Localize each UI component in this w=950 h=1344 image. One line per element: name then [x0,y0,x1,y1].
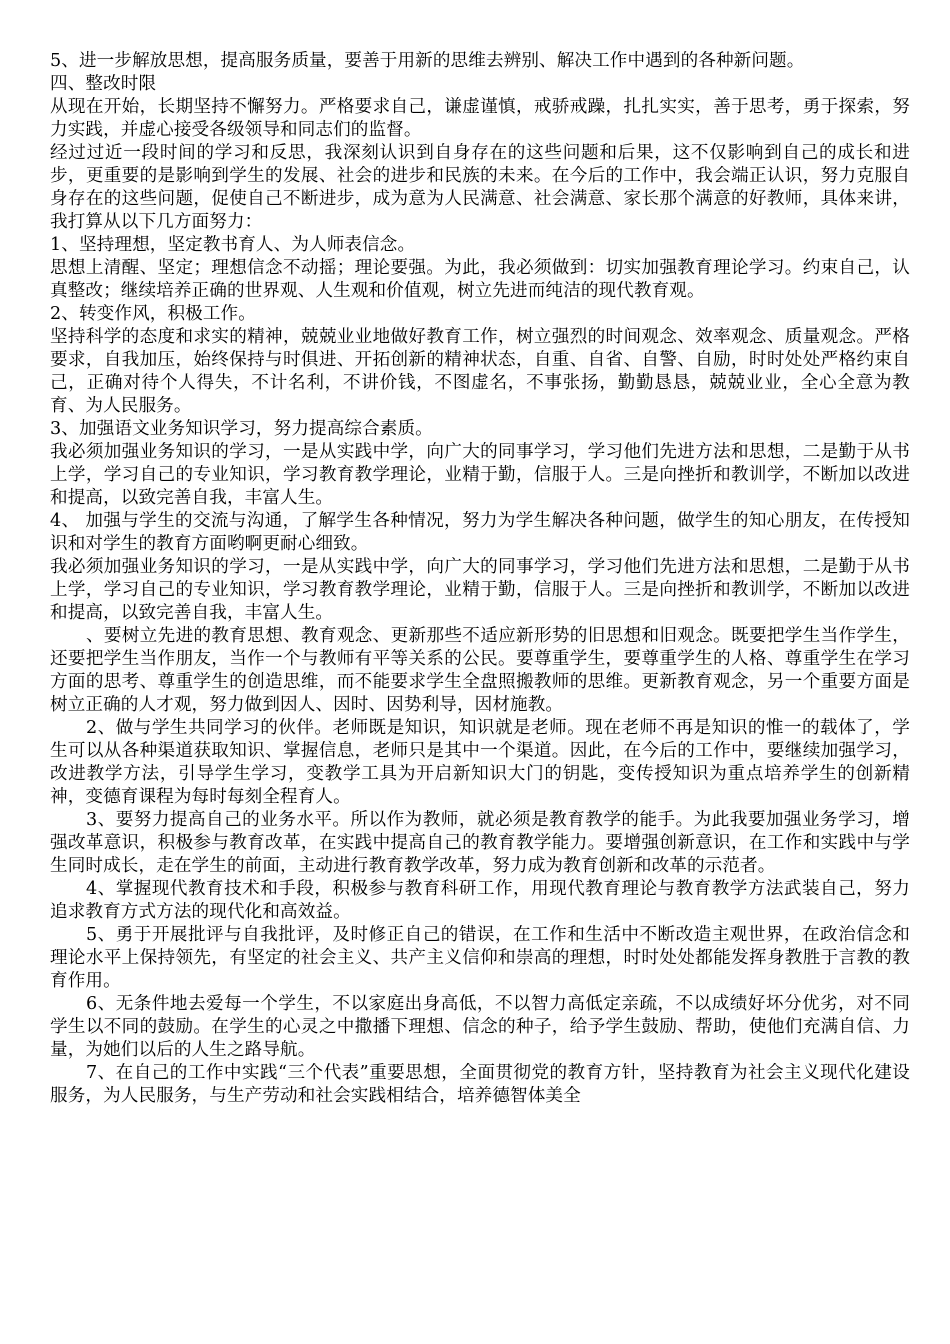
list-heading-3: 3、加强语文业务知识学习，努力提高综合素质。 [50,419,433,439]
list-heading-2: 2、转变作风，积极工作。 [50,304,256,324]
paragraph-plan-2: 2、做与学生共同学习的伙伴。老师既是知识，知识就是老师。现在老师不再是知识的惟一的载体了，学生可以从各种渠道获取知识、掌握信息，老师只是其中一个渠道。因此，在今后的工作中，要继续加强学习，改进教学方法，引导学生学习，变教学工具为开启新知识大门的钥匙，变传授知识为重点培养学生的创新精神，变德育课程为每时每刻全程育人。 [50,718,910,807]
paragraph-deadline-text: 从现在开始，长期坚持不懈努力。严格要求自己，谦虚谨慎，戒骄戒躁，扎扎实实，善于思考，勇于探索，努力实践，并虚心接受各级领导和同志们的监督。 [50,97,910,140]
paragraph-study-1: 我必须加强业务知识的学习，一是从实践中学，向广大的同事学习，学习他们先进方法和思想，二是勤于从书上学，学习自己的专业知识，学习教育教学理论，业精于勤，信服于人。三是向挫折和教训学，不断加以改进和提高，以致完善自我，丰富人生。 [50,442,910,508]
paragraph-plan-4: 4、掌握现代教育技术和手段，积极参与教育科研工作，用现代教育理论与教育教学方法武装自己，努力追求教育方式方法的现代化和高效益。 [50,879,910,922]
paragraph-item-5: 5、进一步解放思想，提高服务质量，要善于用新的思维去辨别、解决工作中遇到的各种新问题。 [50,51,805,71]
paragraph-plan-7: 7、在自己的工作中实践“三个代表”重要思想，全面贯彻党的教育方针，坚持教育为社会主义现代化建设服务，为人民服务，与生产劳动和社会实践相结合，培养德智体美全 [50,1063,910,1106]
paragraph-plan-5: 5、勇于开展批评与自我批评，及时修正自己的错误，在工作和生活中不断改造主观世界，在政治信念和理论水平上保持领先，有坚定的社会主义、共产主义信仰和崇高的理想，时时处处都能发挥身教胜于言教的教育作用。 [50,925,910,991]
paragraph-plan-6: 6、无条件地去爱每一个学生，不以家庭出身高低，不以智力高低定亲疏，不以成绩好坏分优劣，对不同学生以不同的鼓励。在学生的心灵之中撒播下理想、信念的种子，给予学生鼓励、帮助，使他们充满自信、力量，为她们以后的人生之路导航。 [50,994,910,1060]
list-heading-4: 4、 加强与学生的交流与沟通，了解学生各种情况，努力为学生解决各种问题，做学生的知心朋友，在传授知识和对学生的教育方面哟啊更耐心细致。 [50,511,910,554]
paragraph-study-2: 我必须加强业务知识的学习，一是从实践中学，向广大的同事学习，学习他们先进方法和思想，二是勤于从书上学，学习自己的专业知识，学习教育教学理论，业精于勤，信服于人。三是向挫折和教训学，不断加以改进和提高，以致完善自我，丰富人生。 [50,557,910,623]
list-heading-1: 1、坚持理想，坚定教书育人、为人师表信念。 [50,235,416,255]
paragraph-ideals: 思想上清醒、坚定；理想信念不动摇；理论要强。为此，我必须做到：切实加强教育理论学习。约束自己，认真整改；继续培养正确的世界观、人生观和价值观，树立先进而纯洁的现代教育观。 [50,258,910,301]
document-body [50,50,910,1108]
section-heading-deadline: 四、整改时限 [50,74,157,94]
paragraph-work-style: 坚持科学的态度和求实的精神，兢兢业业地做好教育工作，树立强烈的时间观念、效率观念、质量观念。严格要求，自我加压，始终保持与时俱进、开拓创新的精神状态，自重、自省、自警、自励，时时处处严格约束自己，正确对待个人得失，不计名利，不讲价钱，不图虚名，不事张扬，勤勤恳恳，兢兢业业，全心全意为教育、为人民服务。 [50,327,910,416]
paragraph-reflection: 经过过近一段时间的学习和反思，我深刻认识到自身存在的这些问题和后果，这不仅影响到自己的成长和进步，更重要的是影响到学生的发展、社会的进步和民族的未来。在今后的工作中，我会端正认识，努力克服自身存在的这些问题，促使自己不断进步，成为意为人民满意、社会满意、家长那个满意的好教师，具体来讲，我打算从以下几方面努力： [50,143,910,232]
paragraph-plan-3: 3、要努力提高自己的业务水平。所以作为教师，就必须是教育教学的能手。为此我要加强业务学习，增强改革意识，积极参与教育改革，在实践中提高自己的教育教学能力。要增强创新意识，在工作和实践中与学生同时成长，走在学生的前面，主动进行教育教学改革，努力成为教育创新和改革的示范者。 [50,810,910,876]
paragraph-plan-1: 、要树立先进的教育思想、教育观念、更新那些不适应新形势的旧思想和旧观念。既要把学生当作学生，还要把学生当作朋友，当作一个与教师有平等关系的公民。要尊重学生，要尊重学生的人格、尊重学生在学习方面的思考、尊重学生的创造思维，而不能要求学生全盘照搬教师的思维。更新教育观念，另一个重要方面是树立正确的人才观，努力做到因人、因时、因势利导，因材施教。 [50,626,910,715]
